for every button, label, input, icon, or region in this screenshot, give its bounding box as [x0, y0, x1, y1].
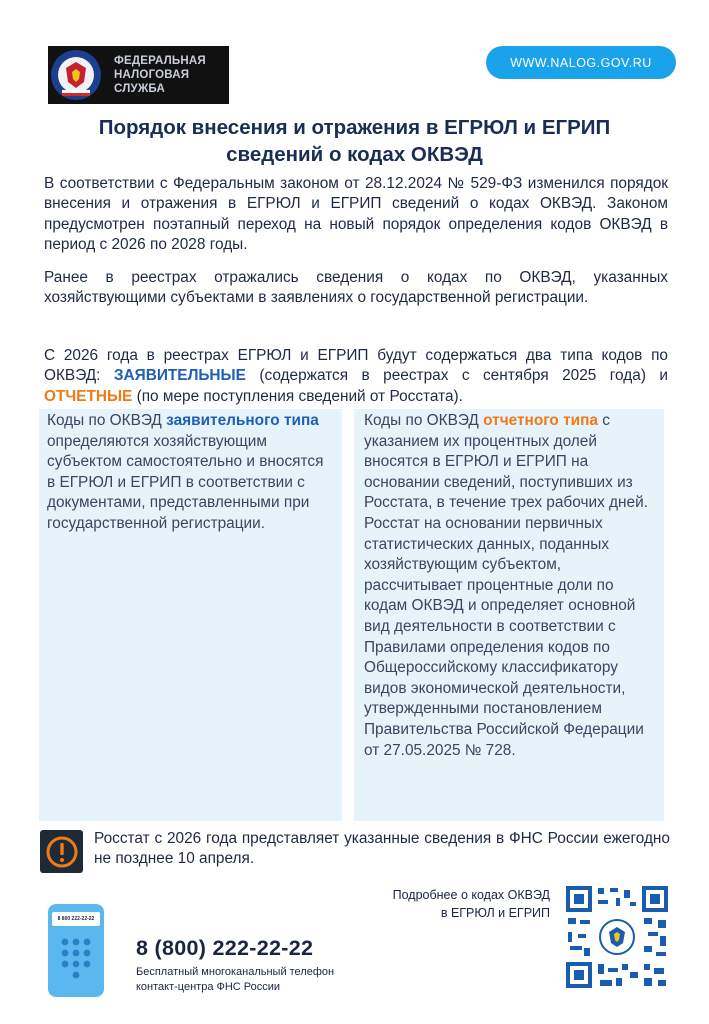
hotline-desc-line1: Бесплатный многоканальный телефон	[136, 966, 335, 978]
hotline-description	[136, 965, 334, 994]
rosstat-notice: Росстат с 2026 года представляет указанные сведения в ФНС России ежегодно не позднее 10 апреля.	[94, 830, 670, 868]
code-types-paragraph	[44, 346, 668, 407]
hotline-desc-line2: контакт-центра ФНС России	[136, 980, 281, 993]
box-right-text2: Росстат на основании первичных статистических данных, поданных хозяйствующим субъектом, рассчитывает процентные доли по кодам ОКВЭД и определяет основной вид деятельности в соответствии с Правилами определения кодов по Общероссийскому классификатору видов экономической деятельности, утвержденными постановлением Правительства Российской Федерации от 27.05.2025 № 728.	[364, 514, 644, 759]
declarative-codes-box	[39, 409, 342, 821]
box-right-keyword: отчетного типа	[483, 412, 598, 429]
logo-text-line2: НАЛОГОВАЯ СЛУЖБА	[114, 69, 190, 95]
phone-icon	[48, 904, 104, 997]
more-info-caption	[340, 886, 550, 922]
website-link-button[interactable]: WWW.NALOG.GOV.RU	[486, 46, 676, 79]
reported-codes-box	[354, 409, 664, 821]
previous-practice-paragraph: Ранее в реестрах отражались сведения о кодах по ОКВЭД, указанных хозяйствующими субъектами в заявлениях о государственной регистрации.	[44, 269, 668, 307]
exclamation-icon	[40, 830, 83, 873]
fns-emblem-icon	[48, 46, 104, 104]
title-line1: Порядок внесения и отражения в ЕГРЮЛ и ЕГРИП	[98, 116, 611, 139]
phone-screen-number: 8 800 222-22-22	[52, 912, 100, 926]
box-left-keyword: заявительного типа	[166, 412, 319, 429]
keyword-declarative: ЗАЯВИТЕЛЬНЫЕ	[113, 367, 246, 385]
fns-logo	[48, 46, 229, 104]
box-left-text: определяются хозяйствующим субъектом самостоятельно и вносятся в ЕГРЮЛ и ЕГРИП в соответствии с документами, представленными при государственной регистрации.	[47, 432, 324, 532]
page-title	[30, 114, 679, 168]
more-line1: Подробнее о кодах ОКВЭД	[392, 888, 550, 902]
hotline-number[interactable]: 8 (800) 222-22-22	[136, 936, 314, 960]
keyword-reported: ОТЧЕТНЫЕ	[44, 387, 133, 405]
more-line2: в ЕГРЮЛ и ЕГРИП	[440, 906, 550, 920]
title-line2: сведений о кодах ОКВЭД	[226, 143, 483, 166]
box-left-prefix: Коды по ОКВЭД	[47, 412, 167, 429]
p3-mid: (содержатся в реестрах с сентября 2025 года) и	[245, 367, 668, 385]
p3-end: (по мере поступления сведений от Росстата).	[132, 387, 463, 405]
box-right-text: с указанием их процентных долей вносятся в ЕГРЮЛ и ЕГРИП на основании сведений, поступивших из Росстата, в течение трех рабочих дней.	[364, 412, 648, 512]
box-right-prefix: Коды по ОКВЭД	[364, 412, 484, 429]
qr-code-icon[interactable]	[564, 884, 670, 990]
logo-text-line1: ФЕДЕРАЛЬНАЯ	[114, 55, 206, 67]
intro-paragraph: В соответствии с Федеральным законом от 28.12.2024 № 529-ФЗ изменился порядок внесения и отражения в ЕГРЮЛ и ЕГРИП сведений о кодах ОКВЭД. Законом предусмотрен поэтапный переход на новый порядок определения кодов ОКВЭД в период с 2026 по 2028 годы.	[44, 175, 668, 253]
p3-start: С 2026 года в реестрах ЕГРЮЛ и ЕГРИП будут содержаться два типа кодов по ОКВЭД:	[44, 347, 668, 385]
logo-text	[114, 54, 229, 96]
